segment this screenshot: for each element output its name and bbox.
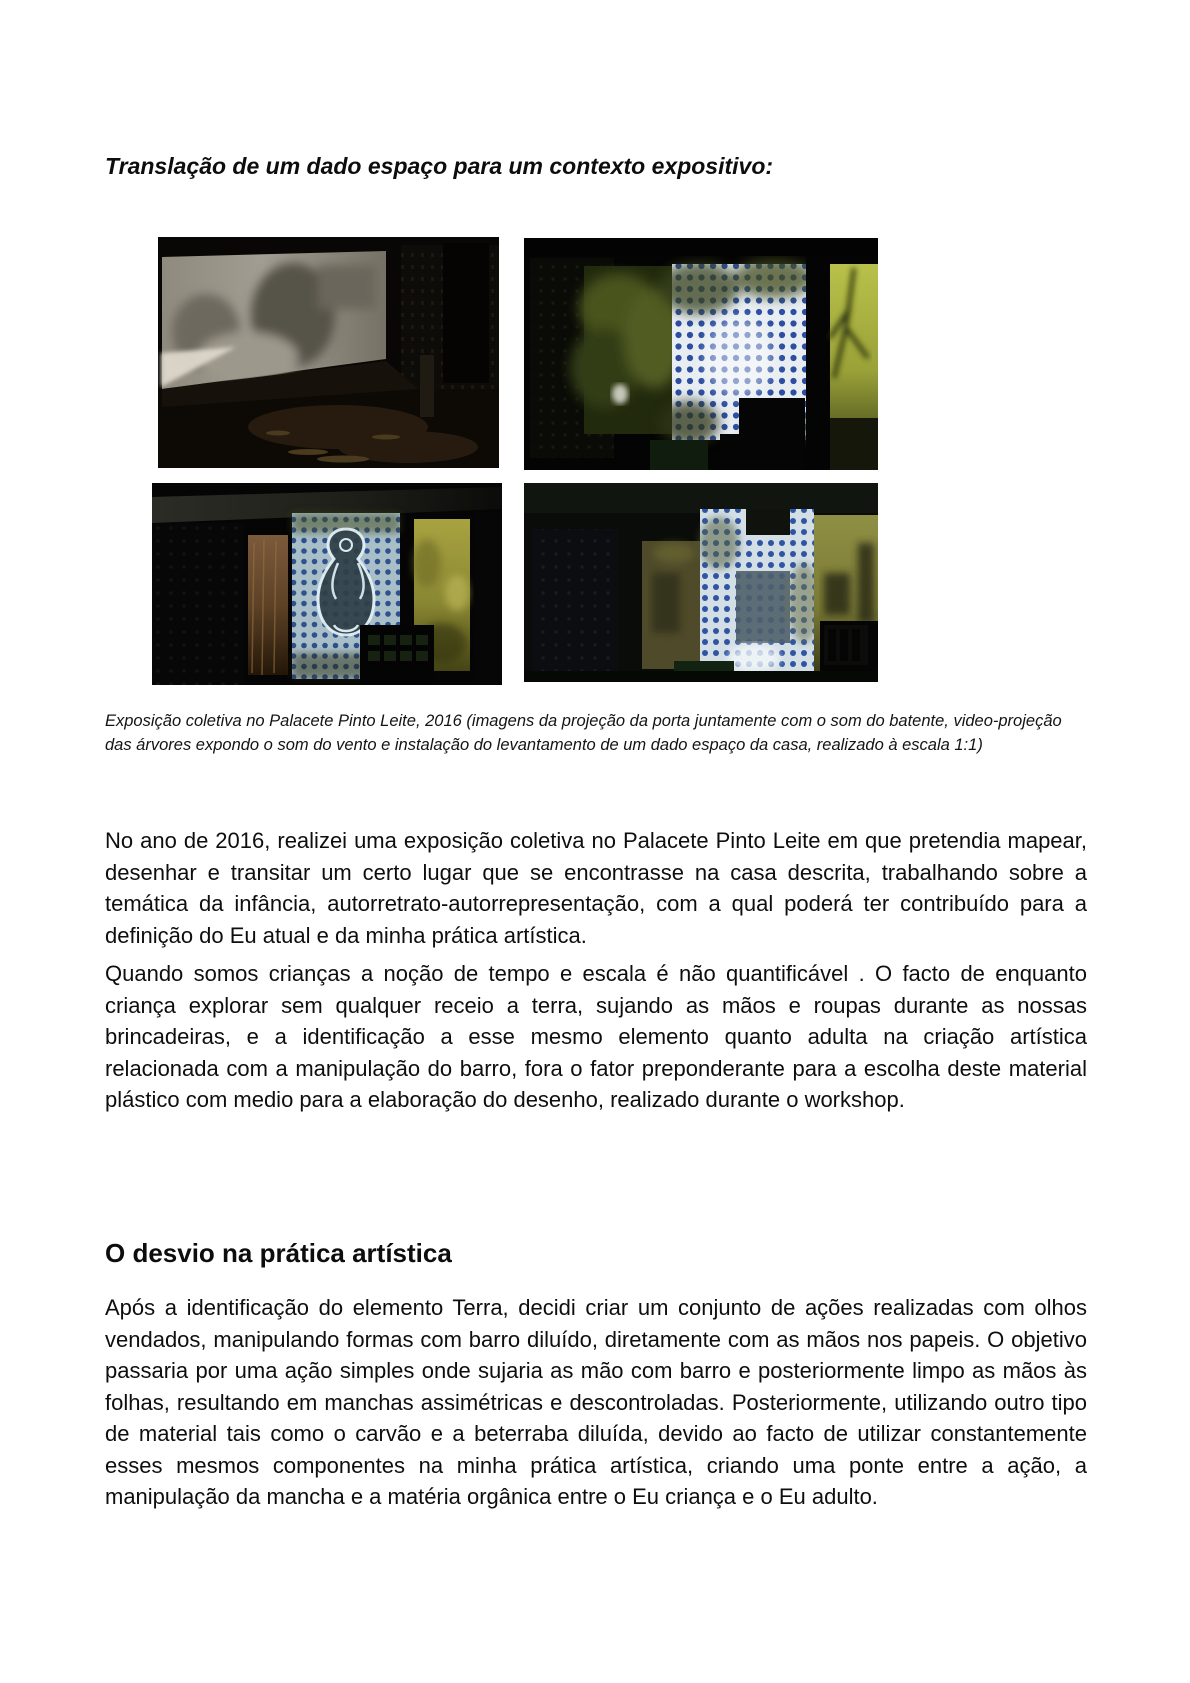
paragraph-3: Após a identificação do elemento Terra, decidi criar um conjunto de ações realizadas com olhos vendados, manipulando formas com barro diluído, diretamente com as mãos nos papeis. O objetivo passaria por uma ação simples onde sujaria as mão com barro e posteriormente limpo as mãos às folhas, resultando em manchas assimétricas e descontroladas. Posteriormente, utilizando outro tipo de material tais como o carvão e a beterraba diluída, devido ao facto de utilizar constantemente esses mesmos componentes na minha prática artística, criando uma ponte entre a ação, a manipulação da mancha e a matéria orgânica entre o Eu criança e o Eu adulto. [105, 1295, 1087, 1509]
section-heading: O desvio na prática artística [105, 1237, 452, 1268]
figure-caption: Exposição coletiva no Palacete Pinto Leite, 2016 (imagens da projeção da porta juntamente com o som do batente, video-projeção das árvores expondo o som do vento e instalação do levantamento de um dado espaço da casa, realizado à escala 1:1) [105, 712, 1062, 754]
installation-photo-2 [524, 238, 878, 470]
page-title: Translação de um dado espaço para um contexto expositivo: [105, 153, 774, 180]
paragraph-2: Quando somos crianças a noção de tempo e escala é não quantificável . O facto de enquanto criança explorar sem qualquer receio a terra, sujando as mãos e roupas durante as nossas brincadeiras, e a identificação a esse mesmo elemento quanto adulta na criação artística relacionada com a manipulação do barro, fora o fator preponderante para a escolha deste material plástico com medio para a elaboração do desenho, realizado durante o workshop. [105, 961, 1087, 1112]
installation-photo-3 [152, 483, 502, 685]
paragraph-1: No ano de 2016, realizei uma exposição coletiva no Palacete Pinto Leite em que pretendia mapear, desenhar e transitar um certo lugar que se encontrasse na casa descrita, trabalhando sobre a temática da infância, autorretrato-autorrepresentação, com a qual poderá ter contribuído para a definição do Eu atual e da minha prática artística. [105, 828, 1087, 948]
installation-photo-1 [158, 237, 499, 468]
installation-photo-4 [524, 483, 878, 682]
